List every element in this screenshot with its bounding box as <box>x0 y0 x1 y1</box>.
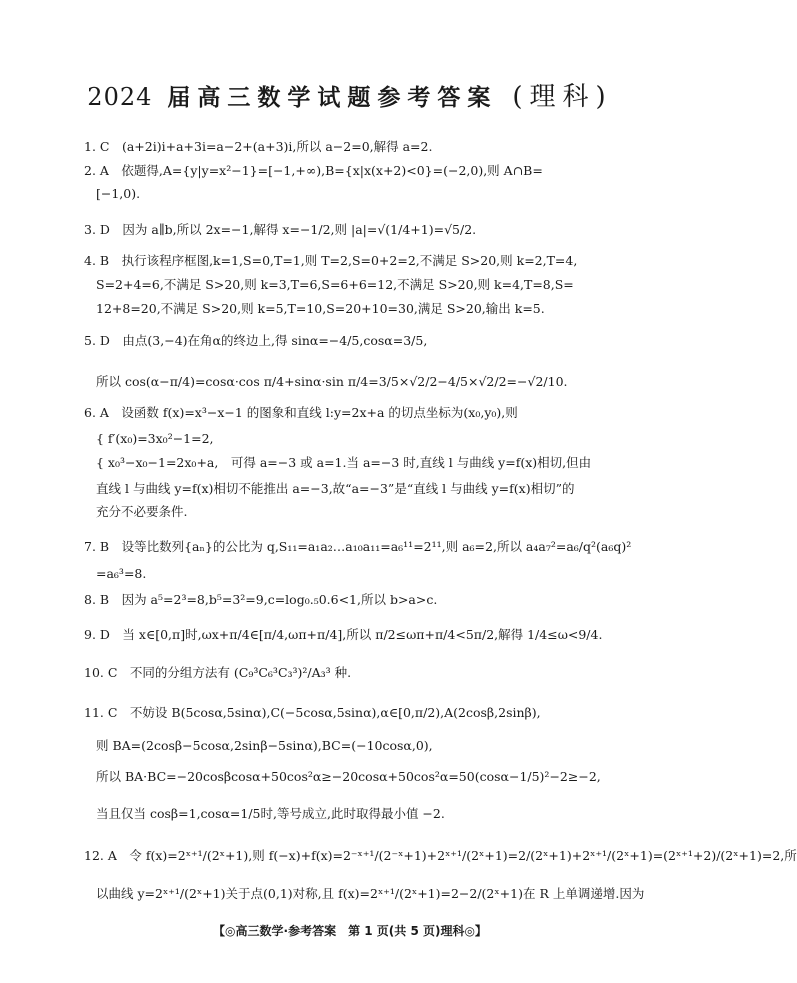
answer-line: 所以 BA·BC=−20cosβcosα+50cos²α≥−20cosα+50cos²α=50(cosα−1/5)²−2≥−2, <box>96 769 601 784</box>
answer-line: [−1,0). <box>96 186 141 201</box>
answer-line: 6. A 设函数 f(x)=x³−x−1 的图象和直线 l:y=2x+a 的切点坐标为(x₀,y₀),则 <box>84 405 518 420</box>
page-title <box>0 76 700 113</box>
answer-line: 12. A 令 f(x)=2ˣ⁺¹/(2ˣ+1),则 f(−x)+f(x)=2⁻ˣ⁺¹/(2⁻ˣ+1)+2ˣ⁺¹/(2ˣ+1)=2/(2ˣ+1)+2ˣ⁺¹/(2ˣ+1)=(2ˣ⁺¹+2)/(2ˣ+1)=2,所 <box>84 848 797 863</box>
answer-line: =a₆³=8. <box>96 566 147 581</box>
answer-line: 当且仅当 cosβ=1,cosα=1/5时,等号成立,此时取得最小值 −2. <box>96 806 445 821</box>
answer-line: 7. B 设等比数列{aₙ}的公比为 q,S₁₁=a₁a₂…a₁₀a₁₁=a₆¹¹=2¹¹,则 a₆=2,所以 a₄a₇²=a₆/q²(a₆q)² <box>84 539 632 554</box>
answer-line: 2. A 依题得,A={y|y=x²−1}=[−1,+∞),B={x|x(x+2)<0}=(−2,0),则 A∩B= <box>84 163 543 178</box>
answer-line: 1. C (a+2i)i+a+3i=a−2+(a+3)i,所以 a−2=0,解得 a=2. <box>84 139 433 154</box>
answer-line: S=2+4=6,不满足 S>20,则 k=3,T=6,S=6+6=12,不满足 S>20,则 k=4,T=8,S= <box>96 277 574 292</box>
title-text: 届高三数学试题参考答案 <box>167 84 498 111</box>
answer-line: 则 BA=(2cosβ−5cosα,2sinβ−5sinα),BC=(−10cosα,0), <box>96 738 433 753</box>
answer-line: { f′(x₀)=3x₀²−1=2, <box>96 431 214 446</box>
page-footer: 【◎高三数学·参考答案 第 1 页(共 5 页)理科◎】 <box>213 924 487 938</box>
answer-line: 4. B 执行该程序框图,k=1,S=0,T=1,则 T=2,S=0+2=2,不满足 S>20,则 k=2,T=4, <box>84 253 578 268</box>
answer-line: 充分不必要条件. <box>96 504 188 519</box>
title-subject: (理科) <box>512 82 613 112</box>
answer-line: 直线 l 与曲线 y=f(x)相切不能推出 a=−3,故“a=−3”是“直线 l 与曲线 y=f(x)相切”的 <box>96 481 575 496</box>
answer-line: 以曲线 y=2ˣ⁺¹/(2ˣ+1)关于点(0,1)对称,且 f(x)=2ˣ⁺¹/(2ˣ+1)=2−2/(2ˣ+1)在 R 上单调递增.因为 <box>96 886 645 901</box>
answer-line: 8. B 因为 a⁵=2³=8,b⁵=3²=9,c=log₀.₅0.6<1,所以 b>a>c. <box>84 592 438 607</box>
title-year: 2024 <box>87 83 153 111</box>
answer-line: 12+8=20,不满足 S>20,则 k=5,T=10,S=20+10=30,满足 S>20,输出 k=5. <box>96 301 545 316</box>
answer-line: 5. D 由点(3,−4)在角α的终边上,得 sinα=−4/5,cosα=3/5, <box>84 333 428 348</box>
answer-line: 3. D 因为 a∥b,所以 2x=−1,解得 x=−1/2,则 |a|=√(1/4+1)=√5/2. <box>84 222 477 237</box>
answer-line: 11. C 不妨设 B(5cosα,5sinα),C(−5cosα,5sinα),α∈[0,π/2),A(2cosβ,2sinβ), <box>84 705 541 720</box>
answer-line: { x₀³−x₀−1=2x₀+a, 可得 a=−3 或 a=1.当 a=−3 时,直线 l 与曲线 y=f(x)相切,但由 <box>96 455 592 470</box>
answer-line: 9. D 当 x∈[0,π]时,ωx+π/4∈[π/4,ωπ+π/4],所以 π/2≤ωπ+π/4<5π/2,解得 1/4≤ω<9/4. <box>84 627 603 642</box>
answer-line: 10. C 不同的分组方法有 (C₉³C₆³C₃³)²/A₃³ 种. <box>84 665 352 680</box>
answer-line: 所以 cos(α−π/4)=cosα·cos π/4+sinα·sin π/4=3/5×√2/2−4/5×√2/2=−√2/10. <box>96 374 568 389</box>
